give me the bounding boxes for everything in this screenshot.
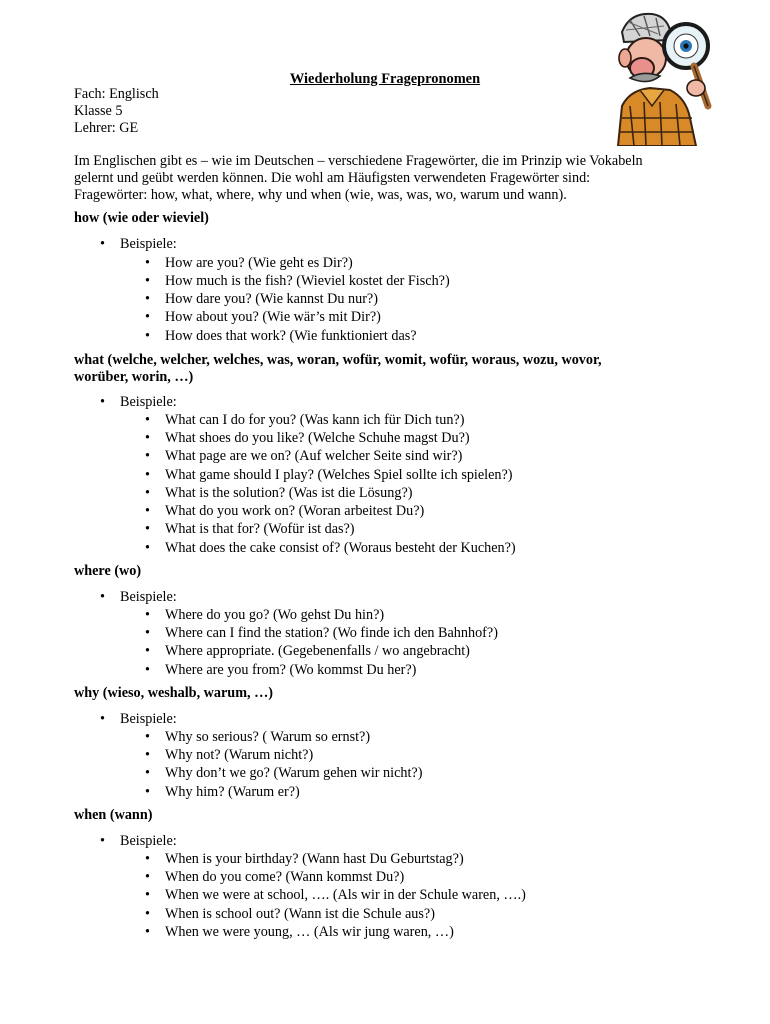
bullet: • <box>145 412 150 428</box>
example-text: How does that work? (Wie funktioniert das? <box>165 328 417 344</box>
example-text: How dare you? (Wie kannst Du nur?) <box>165 291 378 307</box>
bullet: • <box>145 662 150 678</box>
examples-label <box>100 235 177 253</box>
example-text: When do you come? (Wann kommst Du?) <box>165 869 405 885</box>
bullet: • <box>145 521 150 537</box>
bullet: • <box>145 784 150 800</box>
list-item <box>145 886 526 904</box>
examples-label <box>100 832 177 850</box>
example-text: How about you? (Wie wär’s mit Dir?) <box>165 309 381 325</box>
document-title: Wiederholung Fragepronomen <box>289 71 481 87</box>
list-item <box>145 254 353 272</box>
bullet: • <box>145 540 150 556</box>
example-text: What is that for? (Wofür ist das?) <box>165 521 355 537</box>
meta-subject: Fach: Englisch <box>74 86 159 102</box>
bullet: • <box>145 729 150 745</box>
example-text: What shoes do you like? (Welche Schuhe magst Du?) <box>165 430 470 446</box>
bullet: • <box>145 887 150 903</box>
list-item <box>145 327 417 345</box>
example-text: How are you? (Wie geht es Dir?) <box>165 255 353 271</box>
example-text: When is your birthday? (Wann hast Du Geburtstag?) <box>165 851 464 867</box>
bullet: • <box>145 291 150 307</box>
examples-label-text: Beispiele: <box>120 711 177 727</box>
list-item <box>145 606 384 624</box>
bullet: • <box>145 485 150 501</box>
example-text: Where appropriate. (Gegebenenfalls / wo angebracht) <box>165 643 470 659</box>
example-text: Why not? (Warum nicht?) <box>165 747 314 763</box>
meta-class: Klasse 5 <box>74 103 123 119</box>
section-heading-line: what (welche, welcher, welches, was, woran, wofür, womit, wofür, woraus, wozu, wovor, <box>74 352 602 368</box>
intro-line: Fragewörter: how, what, where, why und when (wie, was, was, wo, warum und wann). <box>74 187 567 204</box>
list-item <box>145 905 435 923</box>
bullet: • <box>145 607 150 623</box>
example-text: Where do you go? (Wo gehst Du hin?) <box>165 607 385 623</box>
example-text: Why so serious? ( Warum so ernst?) <box>165 729 371 745</box>
examples-label <box>100 588 177 606</box>
example-text: What page are we on? (Auf welcher Seite sind wir?) <box>165 448 463 464</box>
examples-label-text: Beispiele: <box>120 394 177 410</box>
examples-label-text: Beispiele: <box>120 589 177 605</box>
bullet: • <box>100 711 105 727</box>
list-item <box>145 850 464 868</box>
section-heading-line: why (wieso, weshalb, warum, …) <box>74 685 274 701</box>
example-text: When we were young, … (Als wir jung waren, …) <box>165 924 454 940</box>
bullet: • <box>145 430 150 446</box>
bullet: • <box>145 625 150 641</box>
section-heading-what <box>74 352 714 386</box>
examples-label <box>100 710 177 728</box>
section-heading-when <box>74 807 714 824</box>
list-item <box>145 429 470 447</box>
list-item <box>145 466 513 484</box>
section-heading-line: when (wann) <box>74 807 153 823</box>
examples-label-text: Beispiele: <box>120 833 177 849</box>
list-item <box>145 308 381 326</box>
bullet: • <box>100 589 105 605</box>
example-text: Why him? (Warum er?) <box>165 784 300 800</box>
bullet: • <box>145 747 150 763</box>
list-item <box>145 661 416 679</box>
bullet: • <box>145 309 150 325</box>
section-heading-line: where (wo) <box>74 563 142 579</box>
example-text: When we were at school, …. (Als wir in der Schule waren, ….) <box>165 887 526 903</box>
list-item <box>145 484 412 502</box>
bullet: • <box>145 765 150 781</box>
intro-line: Im Englischen gibt es – wie im Deutschen – verschiedene Fragewörter, die im Prinzip wie Vokabeln <box>74 153 643 169</box>
section-heading-where <box>74 563 714 580</box>
meta-info <box>74 86 159 137</box>
bullet: • <box>145 467 150 483</box>
bullet: • <box>100 394 105 410</box>
list-item <box>145 290 378 308</box>
bullet: • <box>145 906 150 922</box>
list-item <box>145 728 370 746</box>
intro-paragraph <box>74 153 714 205</box>
list-item <box>145 520 355 538</box>
list-item <box>145 539 516 557</box>
list-item <box>145 746 313 764</box>
section-heading-line: worüber, worin, …) <box>74 369 194 385</box>
bullet: • <box>145 869 150 885</box>
section-heading-how <box>74 210 714 227</box>
example-text: What is the solution? (Was ist die Lösung?) <box>165 485 413 501</box>
bullet: • <box>145 503 150 519</box>
example-text: What do you work on? (Woran arbeitest Du?) <box>165 503 425 519</box>
list-item <box>145 447 462 465</box>
bullet: • <box>145 851 150 867</box>
bullet: • <box>100 236 105 252</box>
list-item <box>145 502 424 520</box>
list-item <box>145 764 422 782</box>
list-item <box>145 624 498 642</box>
example-text: Where can I find the station? (Wo finde ich den Bahnhof?) <box>165 625 498 641</box>
bullet: • <box>145 255 150 271</box>
list-item <box>145 642 470 660</box>
meta-teacher: Lehrer: GE <box>74 120 139 136</box>
bullet: • <box>145 273 150 289</box>
list-item <box>145 868 404 886</box>
section-heading-line: how (wie oder wieviel) <box>74 210 209 226</box>
list-item <box>145 783 300 801</box>
list-item <box>145 411 464 429</box>
bullet: • <box>145 448 150 464</box>
list-item <box>145 272 450 290</box>
example-text: When is school out? (Wann ist die Schule aus?) <box>165 906 435 922</box>
bullet: • <box>145 328 150 344</box>
intro-line: gelernt und geübt werden können. Die wohl am Häufigsten verwendeten Fragewörter sind: <box>74 170 591 187</box>
section-heading-why <box>74 685 714 702</box>
example-text: Why don’t we go? (Warum gehen wir nicht?) <box>165 765 423 781</box>
example-text: What game should I play? (Welches Spiel sollte ich spielen?) <box>165 467 513 483</box>
bullet: • <box>145 643 150 659</box>
examples-label <box>100 393 177 411</box>
example-text: Where are you from? (Wo kommst Du her?) <box>165 662 417 678</box>
list-item <box>145 923 454 941</box>
example-text: How much is the fish? (Wieviel kostet der Fisch?) <box>165 273 450 289</box>
examples-label-text: Beispiele: <box>120 236 177 252</box>
bullet: • <box>145 924 150 940</box>
bullet: • <box>100 833 105 849</box>
example-text: What does the cake consist of? (Woraus besteht der Kuchen?) <box>165 540 516 556</box>
example-text: What can I do for you? (Was kann ich für Dich tun?) <box>165 412 465 428</box>
